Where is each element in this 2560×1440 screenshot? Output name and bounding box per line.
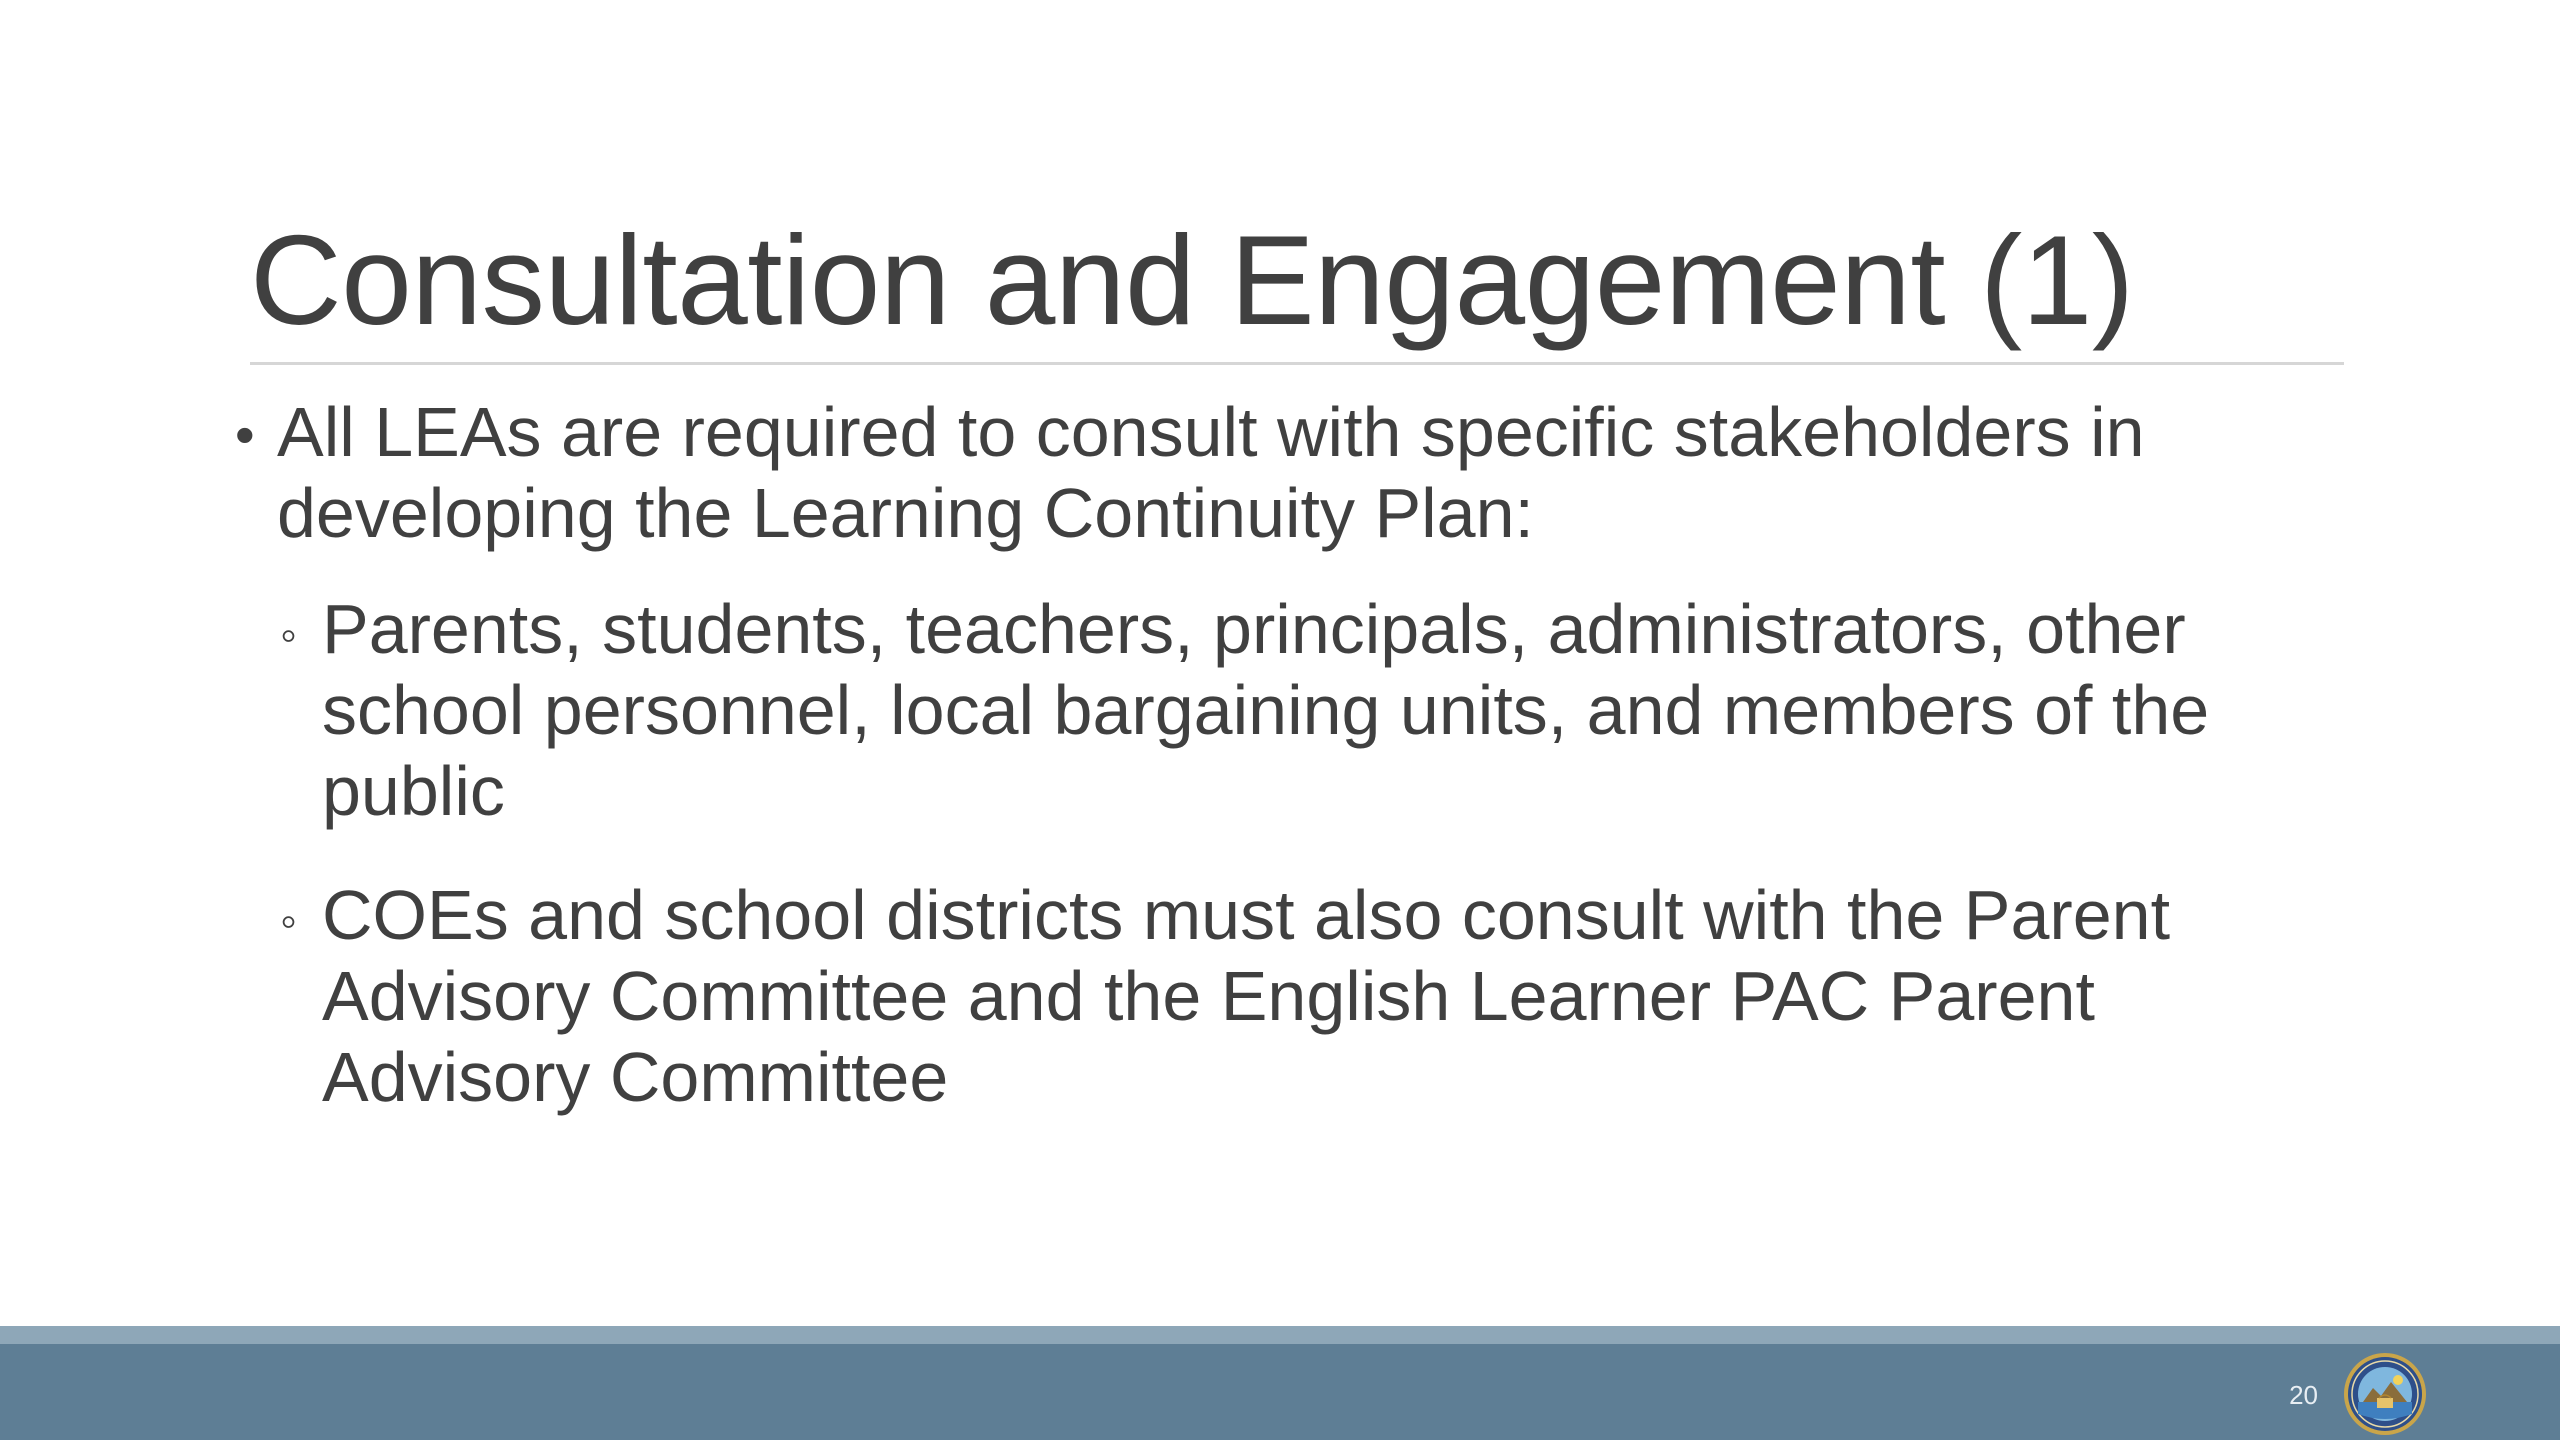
sub-bullet-item: [280, 875, 2345, 1118]
slide-content: [235, 392, 2345, 1161]
footer-bar: [0, 1344, 2560, 1440]
bullet-item: [235, 392, 2345, 554]
state-seal-icon: [2343, 1352, 2427, 1436]
sub-bullet-marker-icon: ◦: [280, 895, 298, 948]
bullet-text: All LEAs are required to consult with specific stakeholders in developing the Learning Continuity Plan:: [277, 393, 2145, 552]
title-divider: [250, 362, 2344, 365]
bullet-marker-icon: •: [235, 403, 255, 466]
slide-title: Consultation and Engagement (1): [250, 209, 2134, 351]
sub-bullet-marker-icon: ◦: [280, 609, 298, 662]
sub-bullet-text: Parents, students, teachers, principals, administrators, other school personnel, local bargaining units, and members of the public: [322, 590, 2210, 830]
sub-bullet-text: COEs and school districts must also consult with the Parent Advisory Committee and the English Learner PAC Parent Advisory Committee: [322, 876, 2171, 1116]
page-number: 20: [2289, 1380, 2318, 1410]
footer-accent-band: [0, 1326, 2560, 1344]
sub-bullet-item: [280, 589, 2345, 832]
